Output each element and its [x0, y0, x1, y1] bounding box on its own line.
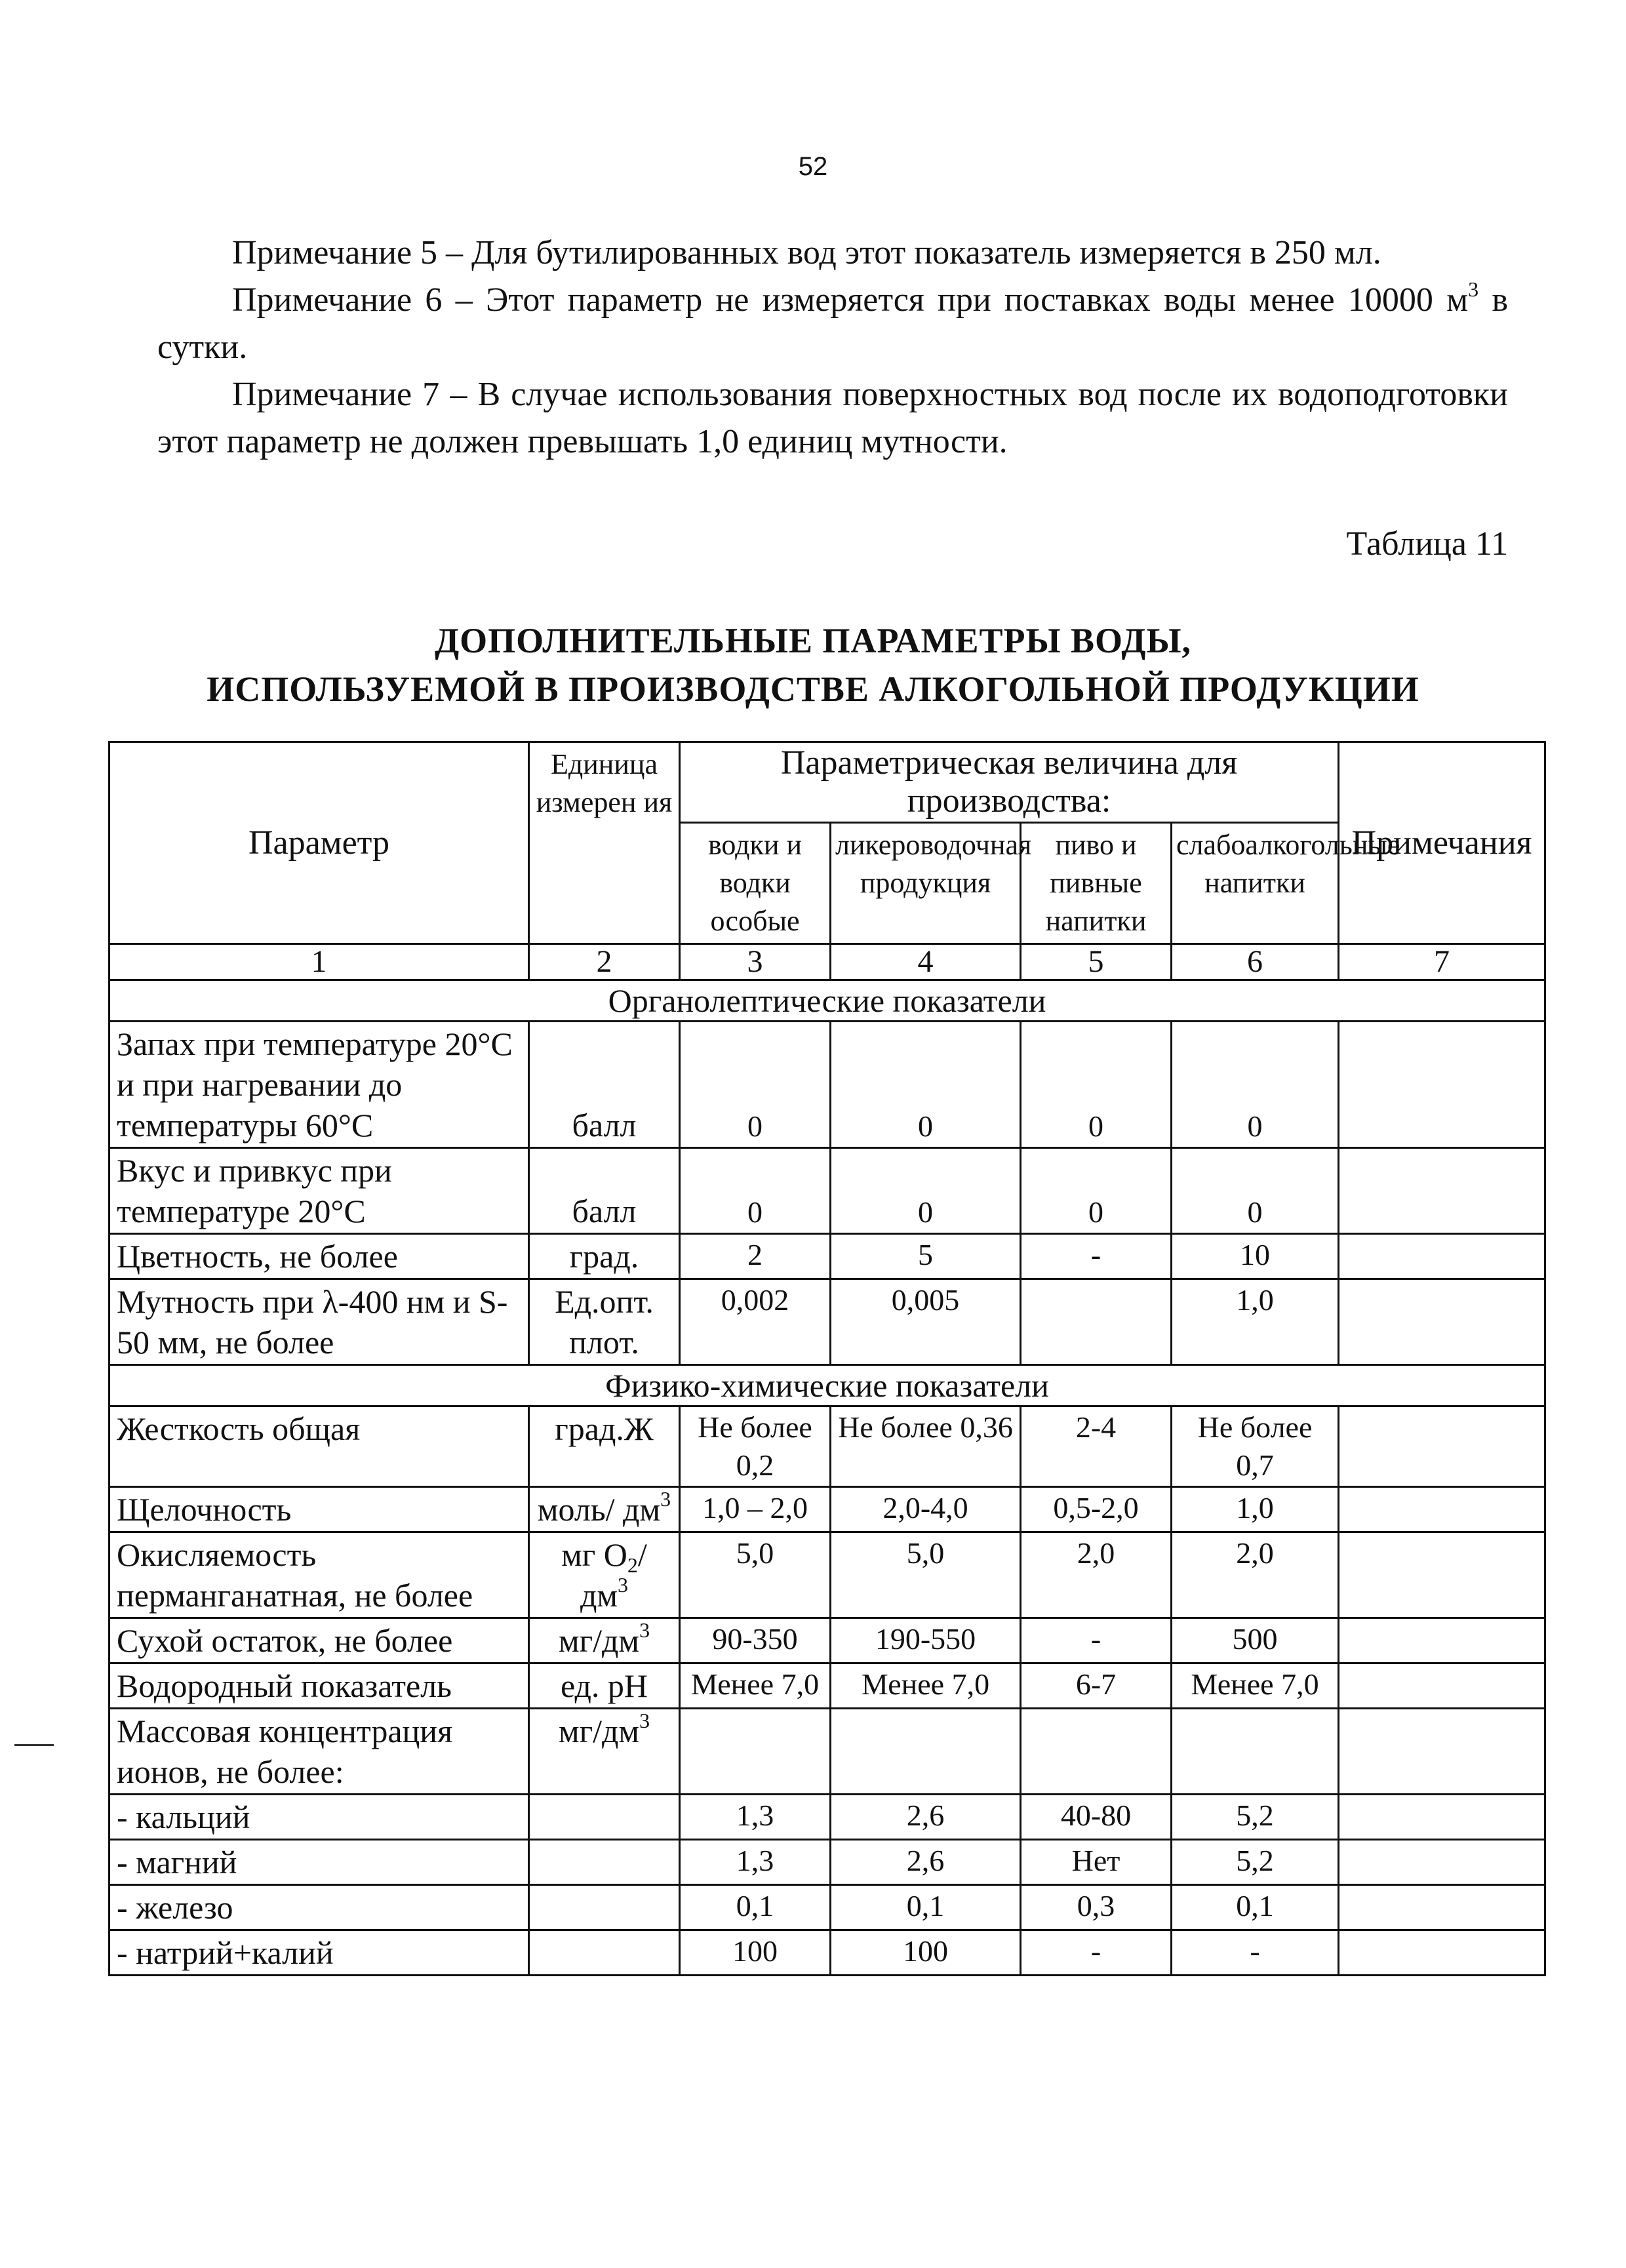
row-value: - — [1021, 1234, 1172, 1279]
table-row — [109, 1279, 1545, 1365]
row-value: 500 — [1172, 1618, 1339, 1663]
row-value: - — [1021, 1618, 1172, 1663]
row-param: Щелочность — [109, 1487, 529, 1532]
row-value: 90-350 — [680, 1618, 831, 1663]
section-organoleptic — [109, 980, 1545, 1022]
unit-text: мг O — [561, 1536, 627, 1573]
col-num-5: 5 — [1021, 944, 1172, 980]
row-value: 0 — [1172, 1022, 1339, 1148]
header-liqueur: ликероводочная продукция — [831, 823, 1021, 944]
table-row — [109, 1406, 1545, 1487]
header-beer: пиво и пивные напитки — [1021, 823, 1172, 944]
row-value: 0 — [1021, 1148, 1172, 1234]
row-value: Не более 0,36 — [831, 1406, 1021, 1487]
unit-sup: 3 — [639, 1709, 650, 1732]
unit-text: мг/дм — [558, 1622, 640, 1659]
row-value — [1021, 1279, 1172, 1365]
row-param: Мутность при λ-400 нм и S-50 мм, не более — [109, 1279, 529, 1365]
row-value: 1,0 — [1172, 1279, 1339, 1365]
row-unit: балл — [529, 1148, 680, 1234]
table-row — [109, 1618, 1545, 1663]
row-value: 5,0 — [680, 1532, 831, 1618]
row-value: 2 — [680, 1234, 831, 1279]
row-param: Запах при температуре 20°С и при нагревании до температуры 60°С — [109, 1022, 529, 1148]
row-value: 2,6 — [831, 1840, 1021, 1885]
column-numbers-row — [109, 944, 1545, 980]
table-row — [109, 1663, 1545, 1709]
unit-text: мг/дм — [558, 1713, 640, 1749]
row-param: Сухой остаток, не более — [109, 1618, 529, 1663]
row-value — [680, 1709, 831, 1795]
table-row — [109, 1930, 1545, 1976]
table-row — [109, 1709, 1545, 1795]
row-unit: град. — [529, 1234, 680, 1279]
col-num-1: 1 — [109, 944, 529, 980]
row-param: Вкус и привкус при температуре 20°С — [109, 1148, 529, 1234]
row-unit — [529, 1840, 680, 1885]
row-value: - — [1172, 1930, 1339, 1976]
row-unit — [529, 1532, 680, 1618]
row-param: Окисляемость перманганатная, не более — [109, 1532, 529, 1618]
row-value: Не более 0,2 — [680, 1406, 831, 1487]
row-value: 1,0 — [1172, 1487, 1339, 1532]
row-param: - натрий+калий — [109, 1930, 529, 1976]
row-value: 0,3 — [1021, 1885, 1172, 1930]
row-value: 0 — [680, 1148, 831, 1234]
row-value: 0,005 — [831, 1279, 1021, 1365]
row-unit — [529, 1795, 680, 1840]
row-unit — [529, 1930, 680, 1976]
section-physchem — [109, 1365, 1545, 1406]
row-param: Цветность, не более — [109, 1234, 529, 1279]
row-note — [1339, 1840, 1545, 1885]
row-unit: Ед.опт. плот. — [529, 1279, 680, 1365]
unit-sup: 3 — [618, 1573, 629, 1597]
row-param: - магний — [109, 1840, 529, 1885]
row-param: Жесткость общая — [109, 1406, 529, 1487]
row-value: 2,0 — [1172, 1532, 1339, 1618]
row-param: - железо — [109, 1885, 529, 1930]
margin-dash — [14, 1744, 54, 1746]
row-value: - — [1021, 1930, 1172, 1976]
row-note — [1339, 1885, 1545, 1930]
row-value: 5,0 — [831, 1532, 1021, 1618]
table-row — [109, 1885, 1545, 1930]
table-row — [109, 1487, 1545, 1532]
table-row — [109, 1840, 1545, 1885]
row-unit — [529, 1618, 680, 1663]
row-unit — [529, 1709, 680, 1795]
row-note — [1339, 1487, 1545, 1532]
row-value: 0,002 — [680, 1279, 831, 1365]
row-value: 190-550 — [831, 1618, 1021, 1663]
header-param: Параметр — [109, 742, 529, 944]
row-value: 0 — [680, 1022, 831, 1148]
row-note — [1339, 1148, 1545, 1234]
header-vodka: водки и водки особые — [680, 823, 831, 944]
row-value: 5,2 — [1172, 1795, 1339, 1840]
row-value — [1172, 1709, 1339, 1795]
header-notes: Примечания — [1339, 742, 1545, 944]
row-value: 6-7 — [1021, 1663, 1172, 1709]
unit-sup: 3 — [639, 1618, 650, 1642]
row-note — [1339, 1022, 1545, 1148]
header-lowalc: слабоалкогольные напитки — [1172, 823, 1339, 944]
title-line-2: ИСПОЛЬЗУЕМОЙ В ПРОИЗВОДСТВЕ АЛКОГОЛЬНОЙ ПРОДУКЦИИ — [207, 669, 1419, 709]
row-value: 40-80 — [1021, 1795, 1172, 1840]
col-num-4: 4 — [831, 944, 1021, 980]
water-parameters-table — [108, 741, 1546, 1976]
unit-sup: 3 — [660, 1487, 671, 1511]
unit-text: моль/ дм — [537, 1491, 661, 1528]
row-value: 1,0 – 2,0 — [680, 1487, 831, 1532]
row-param: - кальций — [109, 1795, 529, 1840]
row-param: Массовая концентрация ионов, не более: — [109, 1709, 529, 1795]
col-num-7: 7 — [1339, 944, 1545, 980]
row-value: 0,1 — [831, 1885, 1021, 1930]
note-6 — [157, 277, 1508, 371]
note-6-tail: в сутки. — [157, 281, 1508, 366]
row-value: 0,1 — [1172, 1885, 1339, 1930]
row-note — [1339, 1234, 1545, 1279]
unit-sub: 2 — [627, 1553, 638, 1577]
row-value: Нет — [1021, 1840, 1172, 1885]
row-value: 0 — [831, 1022, 1021, 1148]
row-value: 0,5-2,0 — [1021, 1487, 1172, 1532]
row-value: 10 — [1172, 1234, 1339, 1279]
row-value: 0 — [831, 1148, 1021, 1234]
note-5: Примечание 5 – Для бутилированных вод этот показатель измеряется в 250 мл. — [232, 234, 1381, 271]
row-unit: град.Ж — [529, 1406, 680, 1487]
table-title — [0, 616, 1626, 713]
note-7: Примечание 7 – В случае использования поверхностных вод после их водоподготовки этот параметр не должен превышать 1,0 единиц мутности. — [157, 376, 1508, 460]
row-value: Менее 7,0 — [1172, 1663, 1339, 1709]
section-title: Органолептические показатели — [109, 980, 1545, 1022]
unit-text-b: / дм — [580, 1536, 647, 1614]
row-value: 0 — [1172, 1148, 1339, 1234]
col-num-3: 3 — [680, 944, 831, 980]
table-row — [109, 1234, 1545, 1279]
row-value: 5 — [831, 1234, 1021, 1279]
row-unit: ед. pH — [529, 1663, 680, 1709]
title-line-1: ДОПОЛНИТЕЛЬНЫЕ ПАРАМЕТРЫ ВОДЫ, — [434, 621, 1192, 660]
row-value: Не более 0,7 — [1172, 1406, 1339, 1487]
row-value: 1,3 — [680, 1840, 831, 1885]
notes-block — [157, 229, 1508, 466]
header-group: Параметрическая величина для производства: — [680, 742, 1339, 823]
table-label: Таблица 11 — [1346, 525, 1508, 563]
row-unit — [529, 1487, 680, 1532]
header-unit: Единица измерен ия — [529, 742, 680, 944]
row-param: Водородный показатель — [109, 1663, 529, 1709]
note-6-sup: 3 — [1468, 277, 1479, 301]
row-note — [1339, 1663, 1545, 1709]
row-unit — [529, 1885, 680, 1930]
row-value: 2-4 — [1021, 1406, 1172, 1487]
table-row — [109, 1148, 1545, 1234]
row-value — [831, 1709, 1021, 1795]
note-6-text: Примечание 6 – Этот параметр не измеряется при поставках воды менее 10000 м — [232, 281, 1469, 319]
row-note — [1339, 1795, 1545, 1840]
table-row — [109, 1022, 1545, 1148]
row-value: 2,0 — [1021, 1532, 1172, 1618]
col-num-6: 6 — [1172, 944, 1339, 980]
row-note — [1339, 1930, 1545, 1976]
row-value: 2,0-4,0 — [831, 1487, 1021, 1532]
row-value: Менее 7,0 — [831, 1663, 1021, 1709]
row-note — [1339, 1279, 1545, 1365]
row-value: 2,6 — [831, 1795, 1021, 1840]
row-note — [1339, 1406, 1545, 1487]
row-value — [1021, 1709, 1172, 1795]
row-unit: балл — [529, 1022, 680, 1148]
row-value: Менее 7,0 — [680, 1663, 831, 1709]
row-note — [1339, 1532, 1545, 1618]
page-number: 52 — [798, 152, 828, 181]
row-value: 0 — [1021, 1022, 1172, 1148]
table-row — [109, 1532, 1545, 1618]
row-value: 100 — [680, 1930, 831, 1976]
row-value: 5,2 — [1172, 1840, 1339, 1885]
row-note — [1339, 1709, 1545, 1795]
section-title: Физико-химические показатели — [109, 1365, 1545, 1406]
row-value: 0,1 — [680, 1885, 831, 1930]
row-value: 1,3 — [680, 1795, 831, 1840]
row-note — [1339, 1618, 1545, 1663]
row-value: 100 — [831, 1930, 1021, 1976]
col-num-2: 2 — [529, 944, 680, 980]
table-row — [109, 1795, 1545, 1840]
header-row-1 — [109, 742, 1545, 823]
